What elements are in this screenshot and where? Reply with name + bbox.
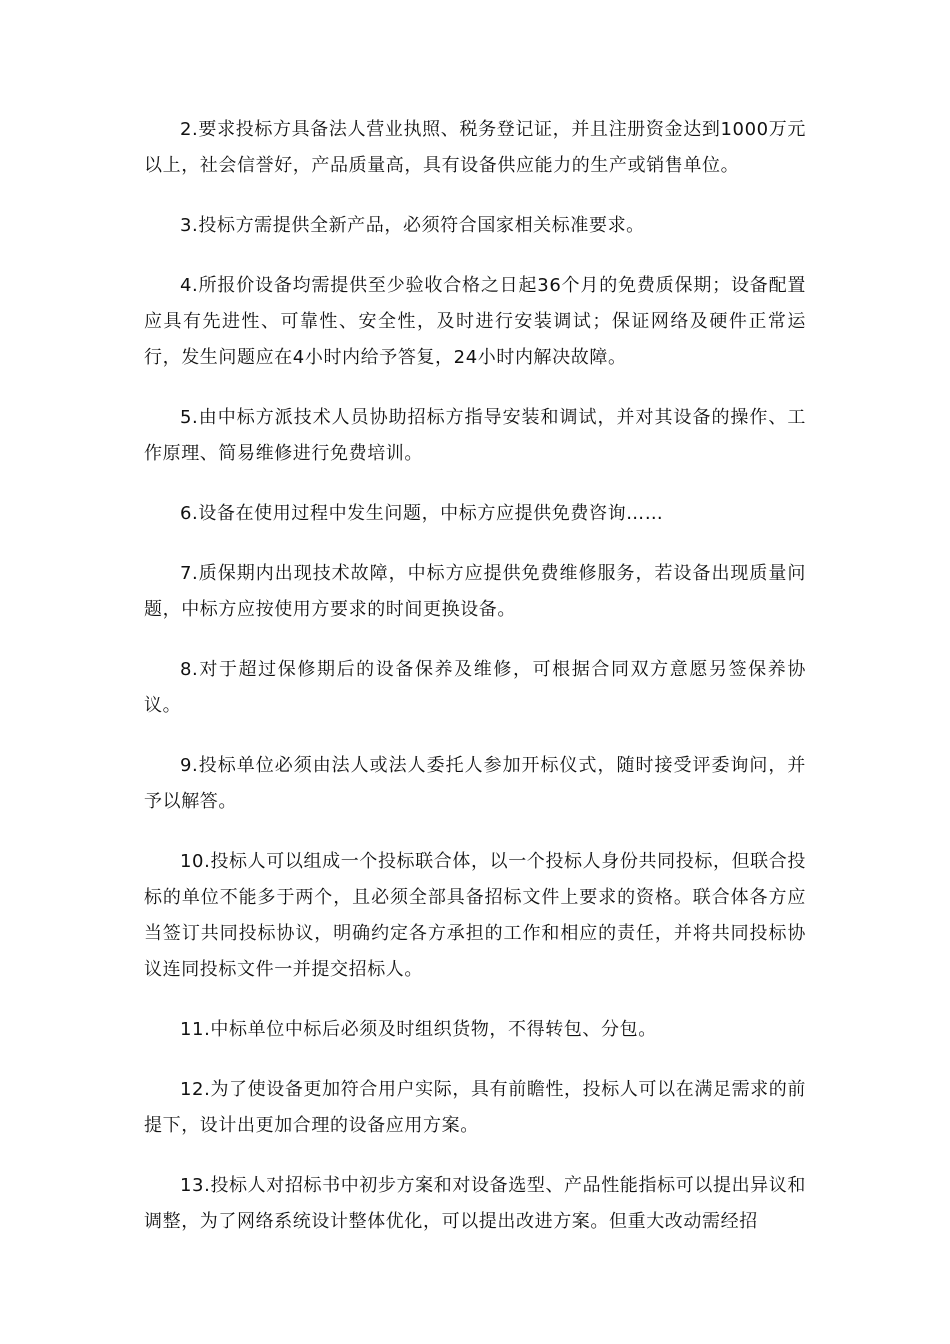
paragraph-item-9: 9.投标单位必须由法人或法人委托人参加开标仪式，随时接受评委询问，并予以解答。 [144,755,806,812]
paragraph-item-10: 10.投标人可以组成一个投标联合体，以一个投标人身份共同投标，但联合投标的单位不能多于两个，且必须全部具备招标文件上要求的资格。联合体各方应当签订共同投标协议，明确约定各方承担的工作和相应的责任，并将共同投标协议连同投标文件一并提交招标人。 [144,851,806,980]
paragraph-item-11: 11.中标单位中标后必须及时组织货物，不得转包、分包。 [180,1019,657,1040]
paragraph-item-7: 7.质保期内出现技术故障，中标方应提供免费维修服务，若设备出现质量问题，中标方应按使用方要求的时间更换设备。 [144,563,806,620]
paragraph-item-2: 2.要求投标方具备法人营业执照、税务登记证，并且注册资金达到1000万元以上，社会信誉好，产品质量高，具有设备供应能力的生产或销售单位。 [144,119,806,176]
paragraph-item-3: 3.投标方需提供全新产品，必须符合国家相关标准要求。 [180,215,645,236]
paragraph-item-4: 4.所报价设备均需提供至少验收合格之日起36个月的免费质保期；设备配置应具有先进性、可靠性、安全性，及时进行安装调试；保证网络及硬件正常运行，发生问题应在4小时内给予答复，24小时内解决故障。 [144,275,806,368]
paragraph-item-12: 12.为了使设备更加符合用户实际，具有前瞻性，投标人可以在满足需求的前提下，设计出更加合理的设备应用方案。 [144,1079,806,1136]
paragraph-item-5: 5.由中标方派技术人员协助招标方指导安装和调试，并对其设备的操作、工作原理、简易维修进行免费培训。 [144,407,806,464]
document-body [144,112,806,1264]
paragraph-item-13: 13.投标人对招标书中初步方案和对设备选型、产品性能指标可以提出异议和调整，为了网络系统设计整体优化，可以提出改进方案。但重大改动需经招 [144,1175,806,1232]
paragraph-item-6: 6.设备在使用过程中发生问题，中标方应提供免费咨询…… [180,503,664,524]
paragraph-item-8: 8.对于超过保修期后的设备保养及维修，可根据合同双方意愿另签保养协议。 [144,659,806,716]
